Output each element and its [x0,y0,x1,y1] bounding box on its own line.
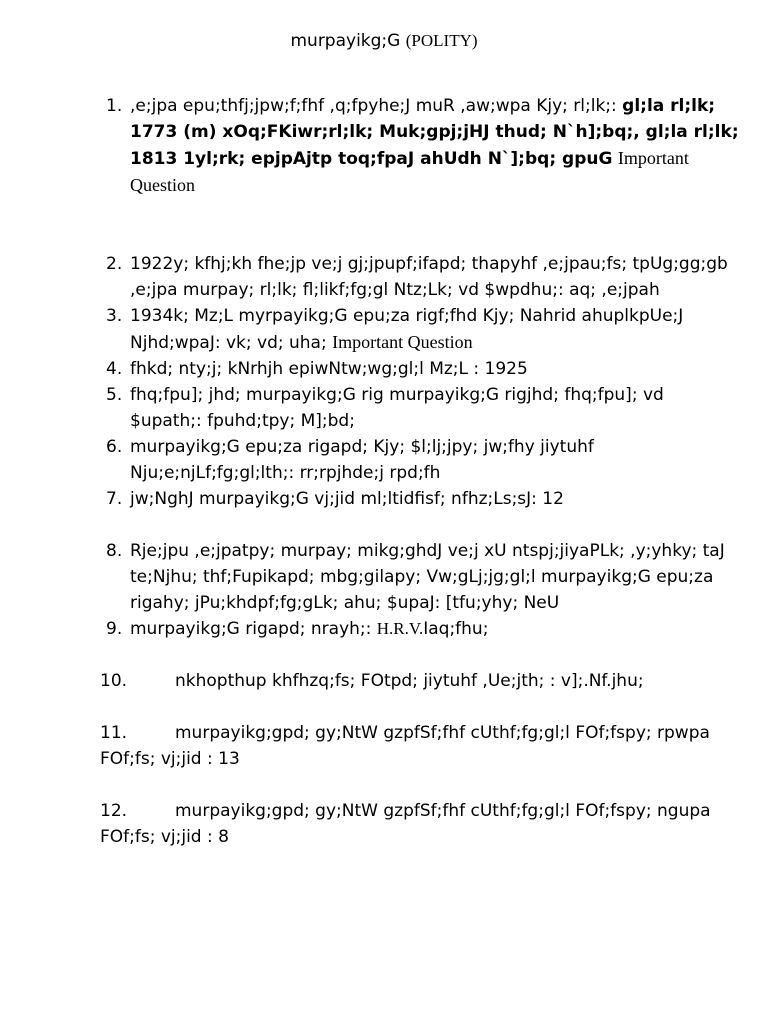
question-number: 9. [106,619,123,639]
question-text: murpayikg;gpd; gy;NtW gzpfSf;fhf cUthf;fg;gl;l FOf;fspy; ngupa FOf;fs; vj;jid : 8 [100,801,711,847]
question-item [100,668,740,694]
page-title [0,30,768,52]
question-text: ,e;jpa epu;thfj;jpw;f;fhf ,q;fpyhe;J muR ,aw;wpa Kjy; rl;lk;: [130,96,623,116]
question-item [100,798,740,850]
question-text: fhkd; nty;j; kNrhjh epiwNtw;wg;gl;l Mz;L : 1925 [130,359,528,379]
question-item [100,486,740,512]
important-tag: Important Question [130,148,689,195]
question-number: 12. [100,801,128,821]
question-item [100,616,740,642]
question-text: jw;NghJ murpayikg;G vj;jid ml;ltidfisf; nfhz;Ls;sJ: 12 [130,489,564,509]
question-number: 10. [100,671,128,691]
question-number: 6. [106,437,123,457]
question-text: murpayikg;gpd; gy;NtW gzpfSf;fhf cUthf;fg;gl;l FOf;fspy; rpwpa FOf;fs; vj;jid : 13 [100,723,710,769]
question-text: nkhopthup khfhzq;fs; FOtpd; jiytuhf ,Ue;jth; : v];.Nf.jhu; [175,671,644,691]
question-number: 8. [106,541,123,561]
question-item [100,720,740,772]
question-number: 7. [106,489,123,509]
question-item [100,303,740,356]
question-number: 2. [106,254,123,274]
question-item [100,538,740,616]
question-number: 11. [100,723,128,743]
question-number: 4. [106,359,123,379]
question-number: 1. [106,96,123,116]
question-item [100,356,740,382]
question-answer: gl;la rl;lk; 1773 (m) xOq;FKiwr;rl;lk; Muk;gpj;jHJ thud; N`h];bq;, gl;la rl;lk; 1813 1yl;rk; epjpAjtp toq;fpaJ ahUdh N`];bq; gpuG [130,96,739,169]
question-text: fhq;fpu]; jhd; murpayikg;G rig murpayikg;G rigjhd; fhq;fpu]; vd $upath;: fpuhd;tpy; M];bd; [130,385,664,431]
question-number: 5. [106,385,123,405]
question-item [100,382,740,434]
question-list [100,93,740,850]
question-item [100,251,740,303]
important-tag: Important Question [332,332,473,352]
question-text: murpayikg;G epu;za rigapd; Kjy; $l;lj;jpy; jw;fhy jiytuhf Nju;e;njLf;fg;gl;lth;: rr;rpjhde;j rpd;fh [130,437,594,483]
question-text: Rje;jpu ,e;jpatpy; murpay; mikg;ghdJ ve;j xU ntspj;jiyaPLk; ,y;yhky; taJ te;Njhu; thf;Fupikapd; mbg;gilapy; Vw;gLj;jg;gl;l murpayikg;G epu;za rigahy; jPu;khdpf;fg;gLk; ahu; $upaJ: [tfu;yhy; NeU [130,541,725,613]
title-main: murpayikg;G [290,31,401,51]
question-text: murpayikg;G rigapd; nrayh;: [130,619,377,639]
question-serif-part: H.R.V. [376,619,424,638]
question-text: 1922y; kfhj;kh fhe;jp ve;j gj;jpupf;ifapd; thapyhf ,e;jpau;fs; tpUg;gg;gb ,e;jpa murpay; rl;lk; fl;likf;fg;gl Ntz;Lk; vd $wpdhu;: aq; ,e;jpah [130,254,728,300]
question-item [100,434,740,486]
question-text: 1934k; Mz;L myrpayikg;G epu;za rigf;fhd Kjy; Nahrid ahuplkpUe;J Njhd;wpaJ: vk; vd; uha; [130,306,684,353]
title-paren: (POLITY) [405,31,478,50]
question-number: 3. [106,306,123,326]
question-text-after: Iaq;fhu; [423,619,489,639]
question-item [100,93,740,199]
